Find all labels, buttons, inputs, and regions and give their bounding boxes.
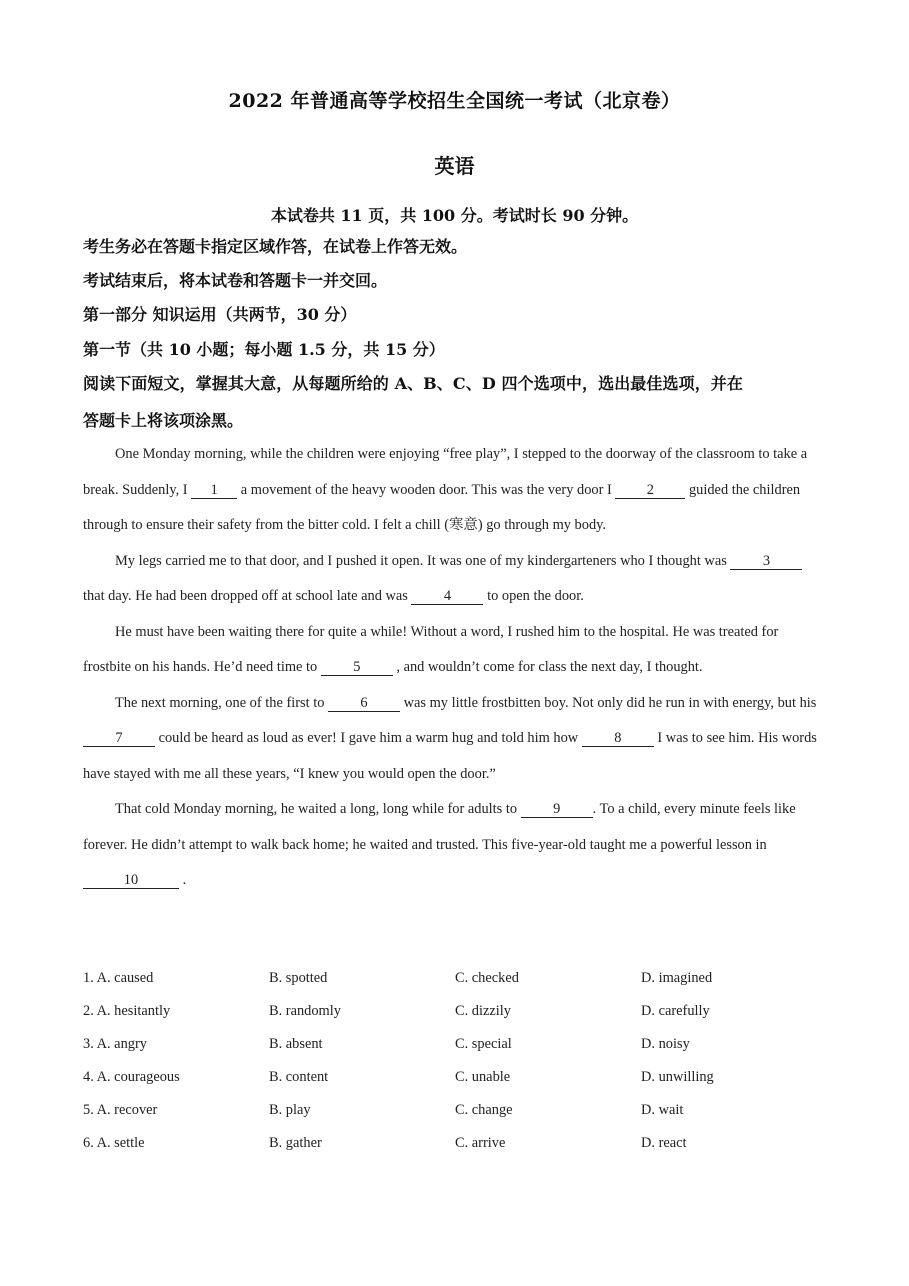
blank-2: 2	[615, 482, 685, 499]
option-d: D. noisy	[641, 1036, 690, 1052]
option-c: C. checked	[455, 970, 519, 986]
question-3-options	[83, 1032, 823, 1065]
text-run: , and wouldn’t come for class the next day, I thought.	[392, 659, 703, 675]
option-a: 4. A. courageous	[83, 1069, 180, 1085]
paragraph-5	[83, 792, 823, 899]
option-b: B. content	[269, 1069, 329, 1085]
text-run: My legs carried me to that door, and I pushed it open. It was one of my kindergarteners who I thought was	[115, 552, 731, 569]
text-run: He must have been waiting there for quite a while! Without a word, I rushed him to the hospital. He was treated for frostbite on his hands. He’d need time to	[83, 623, 779, 675]
paragraph-1	[83, 437, 823, 544]
option-b: B. randomly	[269, 1003, 341, 1019]
subject-heading: 英语	[434, 154, 475, 178]
question-6-options	[83, 1131, 823, 1164]
instruction-answer-area: 考生务必在答题卡指定区域作答，在试卷上作答无效。	[83, 237, 468, 256]
text-run: to open the door.	[483, 588, 584, 604]
option-c: C. change	[455, 1102, 513, 1118]
paragraph-2	[83, 544, 823, 615]
question-2-options	[83, 999, 823, 1032]
text-run: that day. He had been dropped off at school late and was	[83, 588, 412, 604]
option-a: 1. A. caused	[83, 970, 154, 986]
text-run: The next morning, one of the first to	[115, 694, 329, 711]
option-a: 3. A. angry	[83, 1036, 147, 1052]
question-5-options	[83, 1098, 823, 1131]
option-a: 2. A. hesitantly	[83, 1003, 171, 1019]
option-d: D. wait	[641, 1102, 684, 1118]
instruction-return-sheet: 考试结束后，将本试卷和答题卡一并交回。	[83, 271, 388, 290]
text-run: could be heard as loud as ever! I gave him a warm hug and told him how	[155, 730, 582, 746]
question-4-options	[83, 1065, 823, 1098]
text-run: was my little frostbitten boy. Not only did he run in with energy, but his	[400, 694, 817, 711]
cloze-passage	[83, 437, 823, 899]
option-b: B. absent	[269, 1036, 323, 1052]
paragraph-3	[83, 615, 823, 686]
option-c: C. dizzily	[455, 1003, 511, 1019]
part-one-heading: 第一部分 知识运用（共两节，30 分）	[83, 305, 357, 324]
option-c: C. arrive	[455, 1135, 506, 1151]
option-c: C. unable	[455, 1069, 511, 1085]
option-d: D. carefully	[641, 1003, 710, 1019]
answer-options	[83, 966, 823, 1164]
paragraph-4	[83, 686, 823, 793]
text-run: That cold Monday morning, he waited a long, long while for adults to	[115, 801, 521, 817]
blank-8: 8	[582, 730, 654, 747]
text-run: a movement of the heavy wooden door. This was the very door I	[237, 481, 616, 498]
directions-line-2: 答题卡上将该项涂黑。	[83, 411, 244, 430]
blank-3: 3	[730, 553, 802, 570]
text-run: One Monday morning, while the children were enjoying “free play”, I stepped to the doorway of the classroom to take a break. Suddenly, I	[83, 446, 808, 498]
section-one-heading: 第一节（共 10 小题；每小题 1.5 分，共 15 分）	[83, 340, 445, 359]
option-a: 6. A. settle	[83, 1135, 145, 1151]
exam-info: 本试卷共 11 页，共 100 分。考试时长 90 分钟。	[270, 206, 639, 225]
text-run: guided the children through to ensure their safety from the bitter cold. I felt a chill (寒意) go through my body.	[83, 481, 801, 533]
text-run: I was to see him. His words have stayed with me all these years, “I knew you would open the door.”	[83, 730, 817, 782]
option-b: B. spotted	[269, 970, 328, 986]
text-run: . To a child, every minute feels like forever. He didn’t attempt to walk back home; he waited and trusted. This five-year-old taught me a powerful lesson in	[83, 801, 796, 853]
option-a: 5. A. recover	[83, 1102, 158, 1118]
directions-line-1: 阅读下面短文，掌握其大意，从每题所给的 A、B、C、D 四个选项中，选出最佳选项，并在	[83, 374, 743, 393]
option-d: D. unwilling	[641, 1069, 714, 1085]
option-d: D. react	[641, 1135, 687, 1151]
blank-7: 7	[83, 730, 155, 747]
question-1-options	[83, 966, 823, 999]
option-b: B. gather	[269, 1135, 322, 1151]
blank-4: 4	[411, 588, 483, 605]
option-c: C. special	[455, 1036, 512, 1052]
option-d: D. imagined	[641, 970, 713, 986]
exam-title: 2022 年普通高等学校招生全国统一考试（北京卷）	[228, 90, 681, 112]
blank-10: 10	[83, 872, 179, 889]
text-run: .	[179, 872, 187, 888]
blank-5: 5	[321, 659, 393, 676]
blank-6: 6	[328, 695, 400, 712]
option-b: B. play	[269, 1102, 311, 1118]
blank-9: 9	[521, 801, 593, 818]
blank-1: 1	[191, 482, 237, 499]
